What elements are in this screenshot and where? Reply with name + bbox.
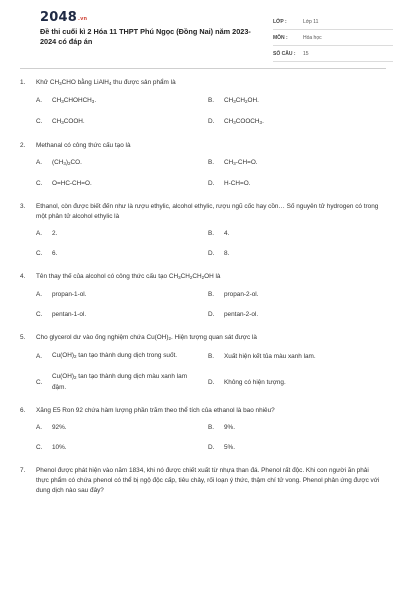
- option-text: [224, 443, 235, 453]
- option-letter: D.: [208, 118, 215, 125]
- question-item: [20, 141, 380, 189]
- option-text: [224, 229, 229, 239]
- subscript-text: 3: [91, 99, 95, 104]
- text-part: Cu(OH): [52, 352, 75, 359]
- answer-option[interactable]: [208, 372, 380, 393]
- answer-option[interactable]: [36, 310, 208, 320]
- option-letter: B.: [208, 352, 215, 360]
- text-part: 10%.: [52, 444, 67, 451]
- question-item: [20, 272, 380, 320]
- question-stem: [20, 466, 380, 496]
- subscript-text: 2: [74, 354, 77, 359]
- answer-option[interactable]: [36, 179, 208, 189]
- answer-options: [36, 423, 380, 453]
- question-number: 1.: [20, 79, 26, 86]
- subscript-text: 4: [108, 81, 112, 86]
- text-part: CH: [52, 118, 62, 125]
- option-letter: A.: [36, 97, 43, 104]
- header-divider: [20, 68, 386, 69]
- answer-option[interactable]: [36, 158, 208, 169]
- meta-value: Hóa học: [303, 34, 322, 41]
- subscript-text: 2: [201, 275, 205, 280]
- text-part: CH: [224, 159, 234, 166]
- text-part: Khử CH: [36, 79, 60, 86]
- option-text: [224, 310, 258, 320]
- answer-option[interactable]: [36, 117, 208, 128]
- exam-title: Đề thi cuối kì 2 Hóa 11 THPT Phú Ngọc (Đồng Nai) năm 2023-2024 có đáp án: [40, 27, 251, 46]
- answer-option[interactable]: [36, 423, 208, 433]
- question-text: [36, 272, 380, 283]
- question-item: [20, 333, 380, 393]
- question-text: [36, 202, 380, 222]
- question-text: [36, 466, 380, 496]
- question-stem: [20, 406, 380, 416]
- option-letter: D.: [208, 311, 215, 318]
- answer-option[interactable]: [36, 372, 208, 393]
- answer-options: [36, 96, 380, 128]
- text-part: 2.: [52, 230, 58, 237]
- option-text: [52, 179, 92, 189]
- meta-label: LỚP :: [273, 18, 287, 25]
- exam-meta: [273, 14, 393, 62]
- meta-value: Lớp 11: [303, 18, 319, 25]
- text-part: -CH=O.: [235, 159, 258, 166]
- option-letter: D.: [208, 378, 215, 386]
- text-part: tan tạo thành dung dịch trong suốt.: [76, 352, 178, 359]
- text-part: Xuất hiện kết tủa màu xanh lam.: [224, 352, 316, 360]
- text-part: tan tạo thành dung dịch màu xanh lam đậm.: [52, 373, 188, 391]
- text-part: COOCH: [235, 118, 260, 125]
- subscript-text: 3: [233, 161, 236, 166]
- meta-label: MÔN :: [273, 34, 288, 41]
- text-part: O=HC-CH=O.: [52, 180, 92, 187]
- option-text: [52, 372, 200, 393]
- text-part: 92%.: [52, 424, 67, 431]
- text-part: .: [94, 97, 97, 104]
- question-stem: [20, 272, 380, 283]
- answer-option[interactable]: [208, 96, 380, 107]
- text-part: CH: [224, 118, 234, 125]
- text-part: pentan-2-ol.: [224, 311, 259, 318]
- text-part: CH: [180, 273, 190, 280]
- answer-option[interactable]: [208, 249, 380, 259]
- question-stem: [20, 333, 380, 344]
- option-letter: C.: [36, 118, 43, 125]
- option-letter: A.: [36, 230, 43, 237]
- option-letter: B.: [208, 291, 215, 298]
- option-text: [52, 117, 85, 128]
- answer-option[interactable]: [36, 249, 208, 259]
- text-part: OH.: [247, 97, 259, 104]
- option-letter: B.: [208, 159, 215, 166]
- option-text: [52, 96, 96, 107]
- option-letter: C.: [36, 250, 43, 257]
- option-text: [224, 179, 250, 189]
- answer-options: [36, 290, 380, 320]
- answer-option[interactable]: [208, 351, 380, 362]
- question-number: 5.: [20, 334, 26, 341]
- option-letter: C.: [36, 311, 43, 318]
- option-text: [52, 290, 86, 300]
- option-letter: D.: [208, 250, 215, 257]
- subscript-text: 3: [61, 120, 64, 125]
- option-text: [52, 443, 67, 453]
- question-text: [36, 406, 380, 416]
- answer-options: [36, 158, 380, 189]
- option-letter: A.: [36, 291, 43, 298]
- page-header: [20, 0, 386, 64]
- option-text: [224, 249, 229, 259]
- option-text: [224, 117, 264, 128]
- subscript-text: 2: [244, 99, 248, 104]
- answer-option[interactable]: [208, 423, 380, 433]
- option-letter: D.: [208, 180, 215, 187]
- meta-row-class: [273, 14, 393, 30]
- option-letter: C.: [36, 180, 43, 187]
- question-number: 6.: [20, 407, 26, 414]
- question-text: [36, 333, 380, 344]
- answer-option[interactable]: [208, 179, 380, 189]
- subscript-text: 3: [63, 161, 66, 166]
- question-list: [20, 78, 380, 509]
- subscript-text: 2: [74, 375, 77, 380]
- answer-option[interactable]: [208, 229, 380, 239]
- option-letter: C.: [36, 444, 43, 451]
- answer-option[interactable]: [208, 158, 380, 169]
- logo-suffix: .vn: [77, 16, 88, 22]
- text-part: CH: [52, 97, 62, 104]
- text-part: ): [65, 159, 69, 166]
- meta-label: SỐ CÂU :: [273, 50, 296, 57]
- option-letter: C.: [36, 378, 43, 386]
- option-letter: A.: [36, 424, 43, 431]
- subscript-text: 3: [259, 120, 263, 125]
- answer-option[interactable]: [36, 290, 208, 300]
- text-part: Không có hiện tượng.: [224, 378, 286, 386]
- text-part: OH là: [204, 273, 221, 280]
- text-part: thu được sản phẩm là: [111, 79, 176, 86]
- answer-option[interactable]: [208, 443, 380, 453]
- question-stem: [20, 141, 380, 151]
- option-letter: B.: [208, 424, 215, 431]
- answer-option[interactable]: [36, 443, 208, 453]
- meta-value: 15: [303, 50, 309, 57]
- question-item: [20, 466, 380, 496]
- text-part: COOH.: [63, 118, 85, 125]
- option-text: [52, 158, 82, 169]
- text-part: CH: [235, 97, 245, 104]
- text-part: pentan-1-ol.: [52, 311, 87, 318]
- subscript-text: 2: [189, 275, 193, 280]
- text-part: H-CH=O.: [224, 180, 251, 187]
- text-part: Tên thay thế của alcohol có công thức cấu tạo CH: [36, 273, 179, 280]
- option-text: [52, 249, 57, 259]
- subscript-text: 3: [61, 99, 64, 104]
- text-part: . Hiện tượng quan sát được là: [171, 334, 257, 341]
- answer-option[interactable]: [208, 290, 380, 300]
- subscript-text: 3: [178, 275, 181, 280]
- option-letter: B.: [208, 230, 215, 237]
- text-part: CH: [192, 273, 202, 280]
- text-part: propan-2-ol.: [224, 291, 259, 298]
- meta-row-count: [273, 46, 393, 62]
- subscript-text: 2: [168, 336, 172, 341]
- text-part: .: [262, 118, 264, 125]
- text-part: Xăng E5 Ron 92 chứa hàm lượng phần trăm theo thể tích của ethanol là bao nhiêu?: [36, 407, 275, 414]
- question-text: [36, 78, 380, 89]
- text-part: CHO bằng LiAlH: [61, 79, 109, 86]
- text-part: 9%.: [224, 424, 236, 431]
- answer-option[interactable]: [208, 117, 380, 128]
- subscript-text: 2: [68, 161, 71, 166]
- option-text: [224, 352, 316, 362]
- text-part: 8.: [224, 250, 230, 257]
- subscript-text: 3: [233, 120, 236, 125]
- option-text: [52, 229, 57, 239]
- answer-option[interactable]: [36, 351, 208, 362]
- answer-options: [36, 229, 380, 259]
- question-number: 3.: [20, 203, 26, 210]
- text-part: Cu(OH): [52, 373, 75, 380]
- answer-option[interactable]: [36, 96, 208, 107]
- option-text: [52, 423, 67, 433]
- option-letter: A.: [36, 159, 43, 166]
- question-number: 7.: [20, 467, 26, 474]
- question-item: [20, 78, 380, 128]
- question-text: [36, 141, 380, 151]
- text-part: 4.: [224, 230, 230, 237]
- question-item: [20, 406, 380, 453]
- text-part: Cho glycerol dư vào ống nghiệm chứa Cu(OH): [36, 334, 169, 341]
- question-number: 2.: [20, 142, 26, 149]
- answer-options: [36, 351, 380, 393]
- question-item: [20, 202, 380, 259]
- answer-option[interactable]: [208, 310, 380, 320]
- text-part: propan-1-ol.: [52, 291, 87, 298]
- option-text: [224, 290, 258, 300]
- option-text: [224, 96, 259, 107]
- option-text: [224, 423, 235, 433]
- subscript-text: 3: [233, 99, 236, 104]
- answer-option[interactable]: [36, 229, 208, 239]
- text-part: 6.: [52, 250, 58, 257]
- subscript-text: 3: [59, 81, 62, 86]
- site-logo[interactable]: [40, 10, 87, 25]
- question-number: 4.: [20, 273, 26, 280]
- option-text: [52, 351, 177, 362]
- option-letter: B.: [208, 97, 215, 104]
- logo-main: 2048: [40, 10, 77, 25]
- option-text: [224, 158, 258, 169]
- text-part: Ethanol, còn được biết đến như là rượu ethylic, alcohol ethylic, rượu ngũ cốc hay cồn… Số nguyên tử hydrogen có trong một phân tử alcohol ethylic là: [36, 203, 379, 220]
- option-text: [52, 310, 86, 320]
- text-part: 5%.: [224, 444, 236, 451]
- text-part: Phenol được phát hiện vào năm 1834, khi nó được chiết xuất từ nhựa than đá. Phenol rất độc. Khi con người ăn phải thực phẩm có chứa phenol có thể bị ngộ độc cấp, tiêu chảy, rối loạn ý thức, thậm chí tử vong. Phenol phản ứng được với dung dịch nào sau đây?: [36, 467, 380, 494]
- text-part: CO.: [70, 159, 82, 166]
- meta-row-subject: [273, 30, 393, 46]
- option-text: [224, 378, 286, 388]
- text-part: CH: [224, 97, 234, 104]
- question-stem: [20, 202, 380, 222]
- option-letter: D.: [208, 444, 215, 451]
- question-stem: [20, 78, 380, 89]
- option-letter: A.: [36, 352, 43, 360]
- text-part: (CH: [52, 159, 64, 166]
- text-part: Methanal có công thức cấu tạo là: [36, 142, 131, 149]
- text-part: CHOHCH: [63, 97, 92, 104]
